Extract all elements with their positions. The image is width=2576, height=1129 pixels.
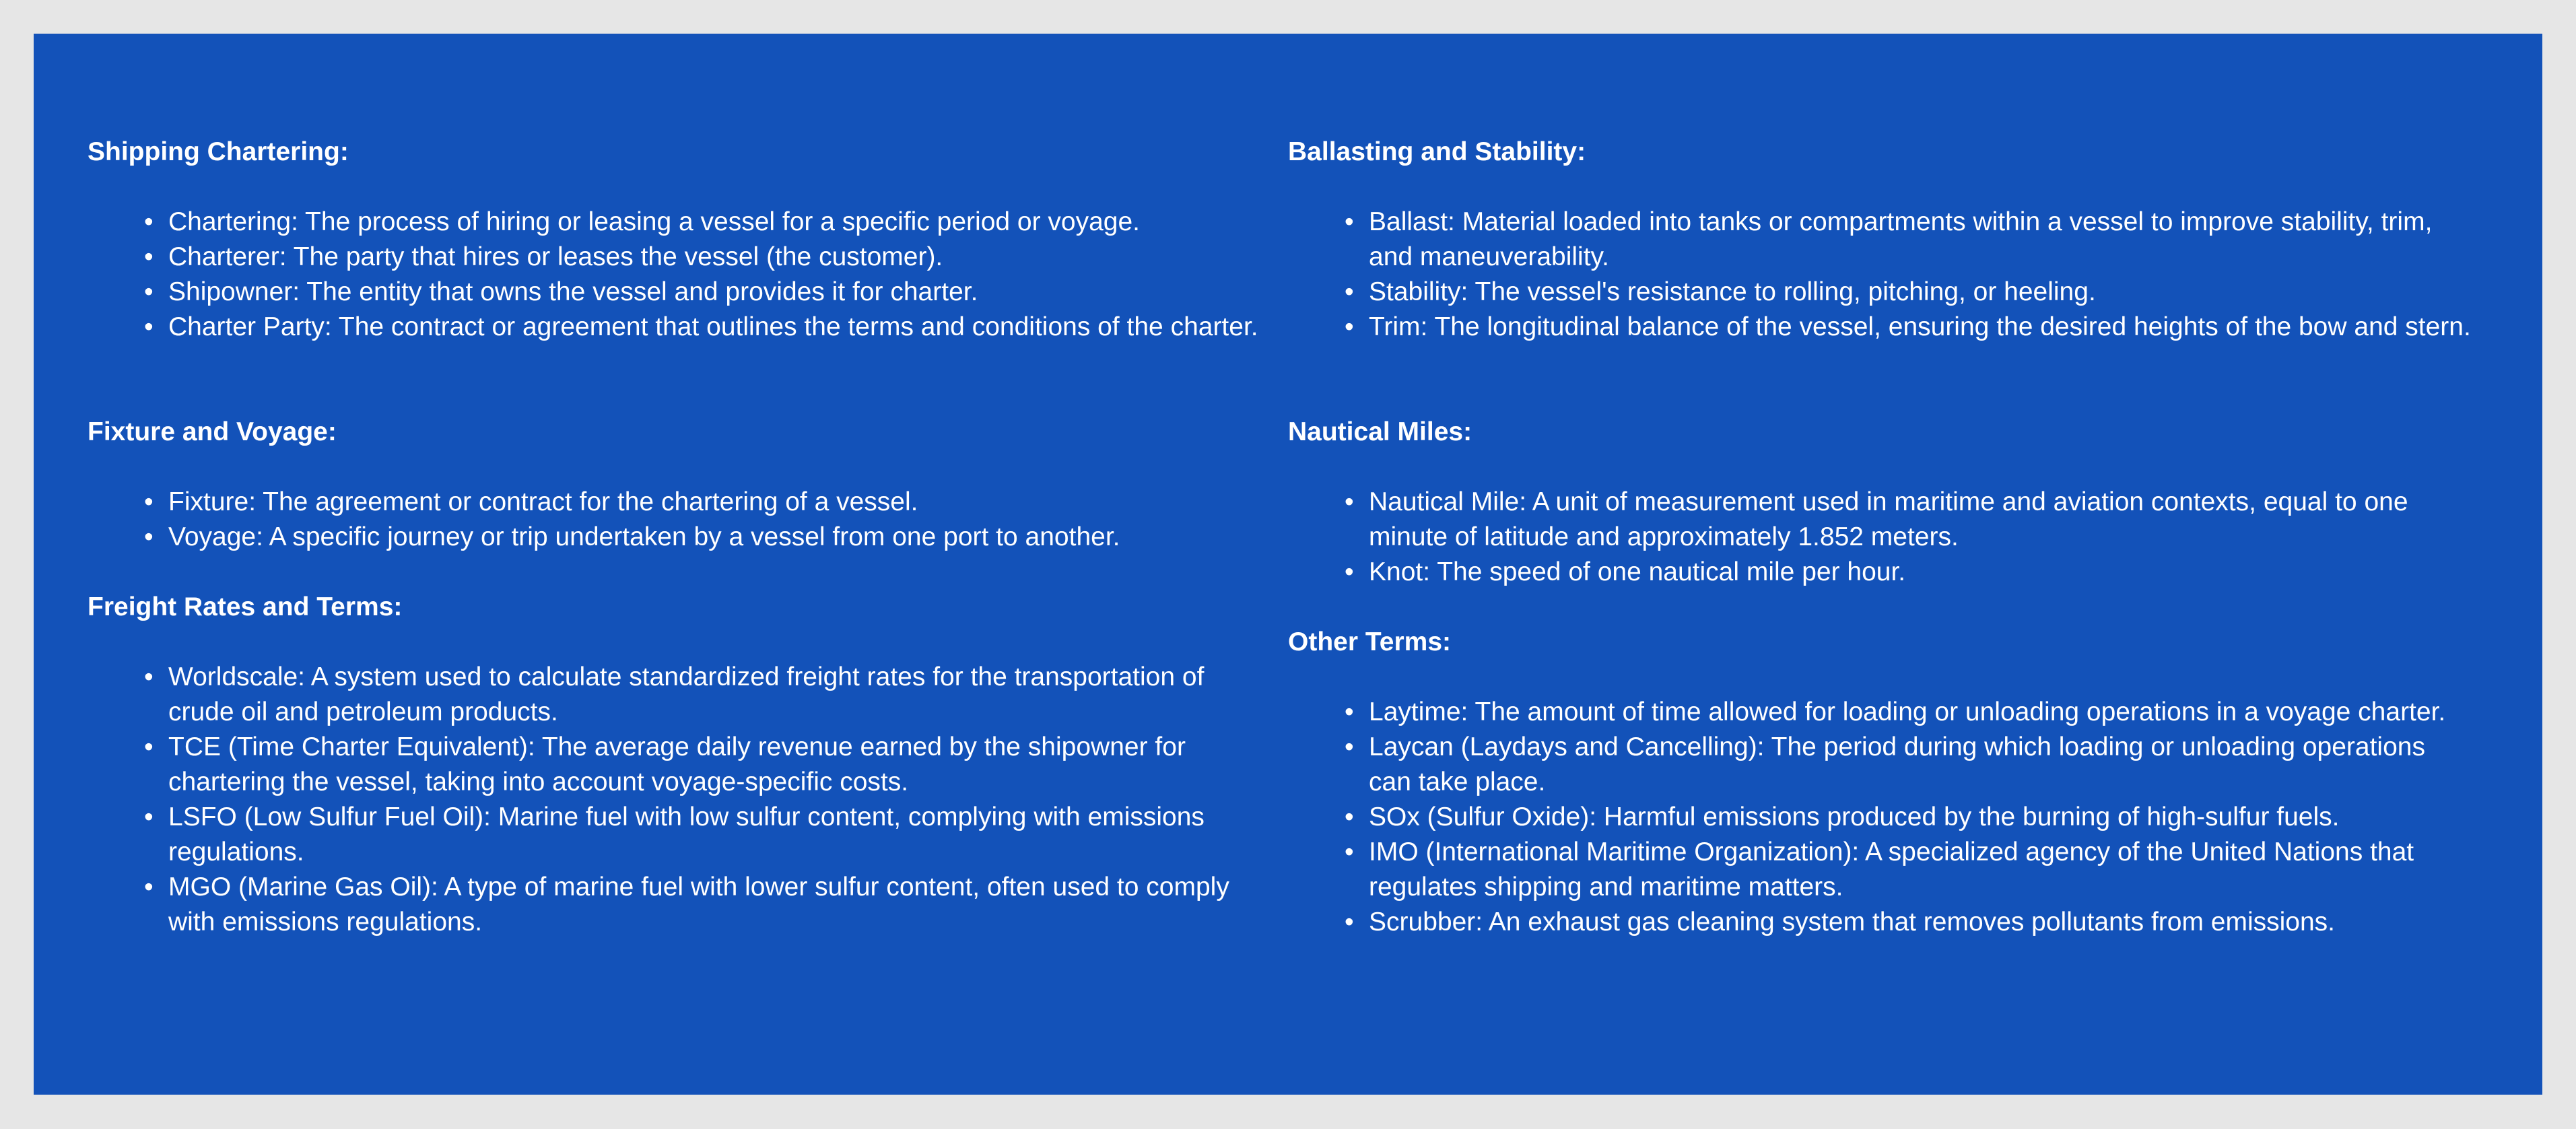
glossary-panel: [34, 34, 2542, 1095]
term-list: [1288, 485, 2473, 590]
section-nautical-miles: [1288, 415, 2473, 590]
list-item: • Scrubber: An exhaust gas cleaning system that removes pollutants from emissions.: [1369, 905, 2473, 940]
list-item: • Worldscale: A system used to calculate standardized freight rates for the transportation of crude oil and petroleum products.: [168, 660, 1273, 730]
left-column: [88, 135, 1273, 940]
list-item: • SOx (Sulfur Oxide): Harmful emissions produced by the burning of high-sulfur fuels.: [1369, 800, 2473, 835]
section-freight-rates: [88, 590, 1273, 940]
list-item: • Shipowner: The entity that owns the vessel and provides it for charter.: [168, 275, 1273, 310]
section-other-terms: [1288, 625, 2473, 940]
term-list: [1288, 695, 2473, 940]
right-column: [1288, 135, 2473, 940]
section-heading: Fixture and Voyage:: [88, 417, 337, 446]
list-item: • Stability: The vessel's resistance to rolling, pitching, or heeling.: [1369, 275, 2473, 310]
section-heading: Nautical Miles:: [1288, 417, 1472, 446]
section-shipping-chartering: [88, 135, 1273, 345]
section-heading: Shipping Chartering:: [88, 137, 349, 166]
section-heading: Freight Rates and Terms:: [88, 592, 403, 621]
list-item: • IMO (International Maritime Organization): A specialized agency of the United Nations that regulates shipping and maritime matters.: [1369, 835, 2473, 905]
term-list: [1288, 205, 2473, 345]
list-item: • MGO (Marine Gas Oil): A type of marine fuel with lower sulfur content, often used to comply with emissions regulations.: [168, 870, 1273, 940]
list-item: • Fixture: The agreement or contract for the chartering of a vessel.: [168, 485, 1273, 520]
list-item: • Charterer: The party that hires or leases the vessel (the customer).: [168, 240, 1273, 275]
section-fixture-voyage: [88, 415, 1273, 555]
section-heading: Ballasting and Stability:: [1288, 137, 1586, 166]
list-item: • Nautical Mile: A unit of measurement used in maritime and aviation contexts, equal to one minute of latitude and approximately 1.852 meters.: [1369, 485, 2473, 555]
list-item: • Chartering: The process of hiring or leasing a vessel for a specific period or voyage.: [168, 205, 1273, 240]
list-item: • TCE (Time Charter Equivalent): The average daily revenue earned by the shipowner for chartering the vessel, taking into account voyage-specific costs.: [168, 730, 1273, 800]
term-list: [88, 485, 1273, 555]
list-item: • Laycan (Laydays and Cancelling): The period during which loading or unloading operations can take place.: [1369, 730, 2473, 800]
list-item: • Charter Party: The contract or agreement that outlines the terms and conditions of the charter.: [168, 310, 1273, 345]
list-item: • LSFO (Low Sulfur Fuel Oil): Marine fuel with low sulfur content, complying with emissions regulations.: [168, 800, 1273, 870]
section-ballasting-stability: [1288, 135, 2473, 345]
list-item: • Laytime: The amount of time allowed for loading or unloading operations in a voyage charter.: [1369, 695, 2473, 730]
section-heading: Other Terms:: [1288, 627, 1451, 656]
list-item: • Voyage: A specific journey or trip undertaken by a vessel from one port to another.: [168, 520, 1273, 555]
term-list: [88, 660, 1273, 940]
list-item: • Trim: The longitudinal balance of the vessel, ensuring the desired heights of the bow and stern.: [1369, 310, 2473, 345]
list-item: • Knot: The speed of one nautical mile per hour.: [1369, 555, 2473, 590]
term-list: [88, 205, 1273, 345]
list-item: • Ballast: Material loaded into tanks or compartments within a vessel to improve stability, trim, and maneuverability.: [1369, 205, 2473, 275]
